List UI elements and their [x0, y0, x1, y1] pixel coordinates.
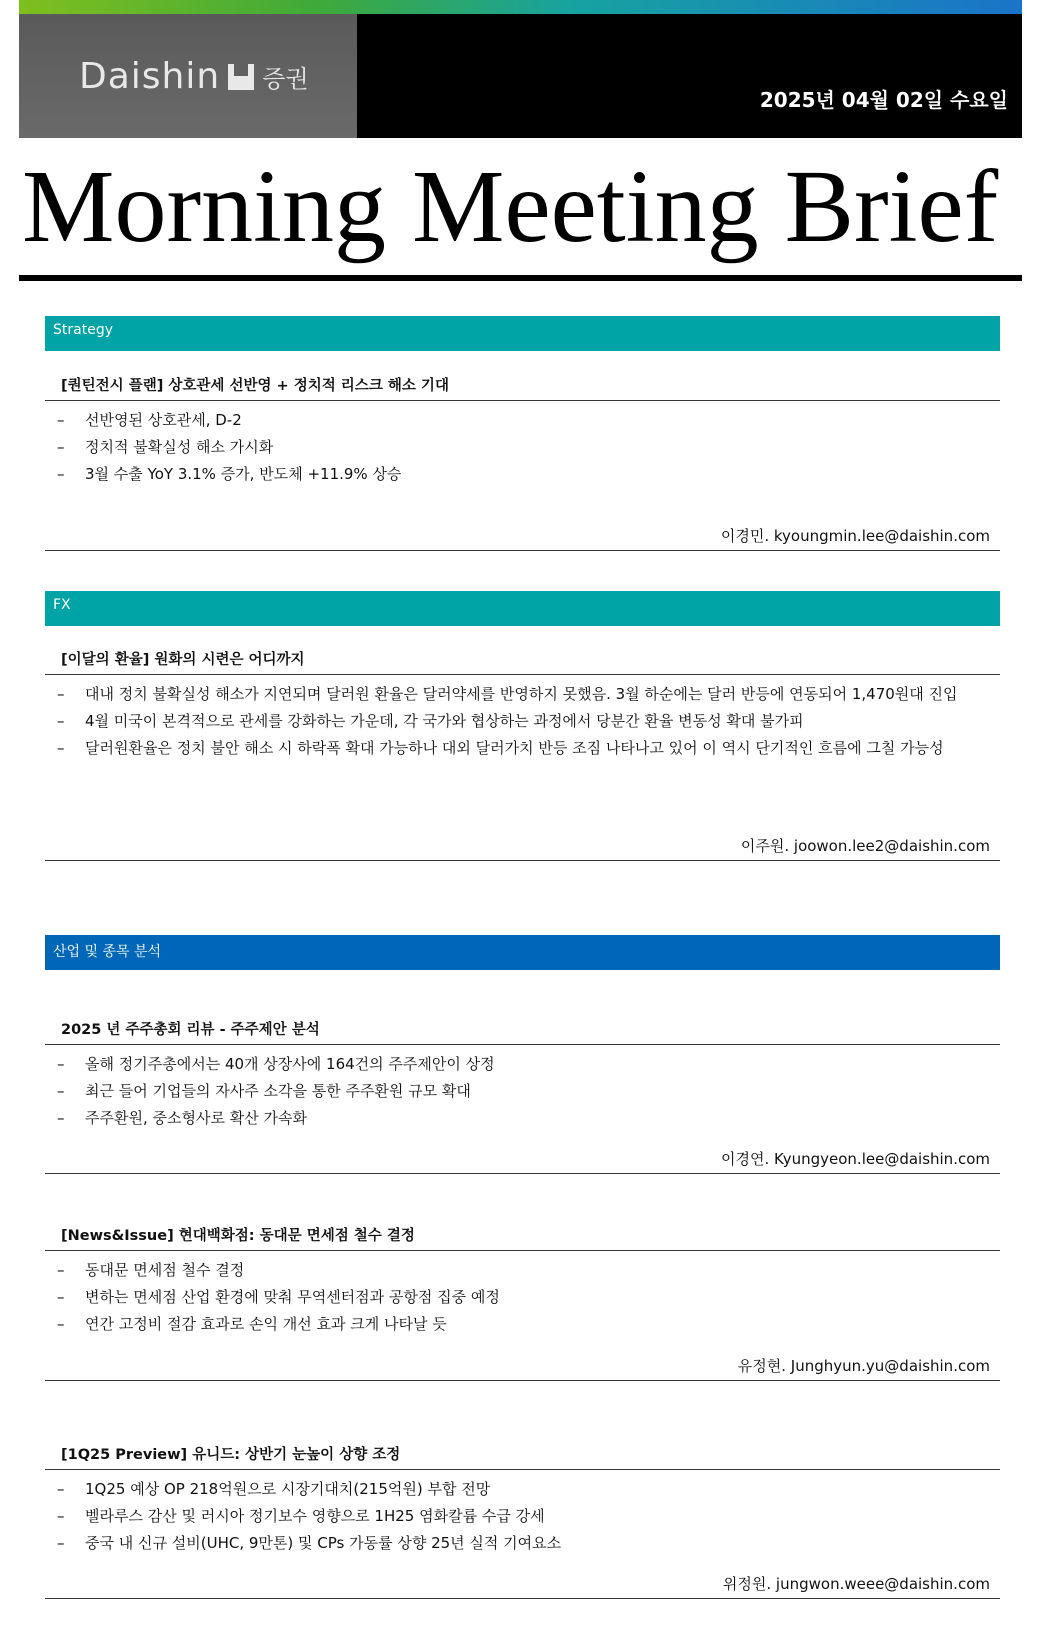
header [19, 14, 1022, 138]
author-block [45, 522, 1000, 551]
list-item: – 중국 내 신규 설비(UHC, 9만톤) 및 CPs 가동률 상향 25년 실적 기여요소 [57, 1534, 562, 1552]
article-block [45, 1441, 1000, 1557]
list-item: – 3월 수출 YoY 3.1% 증가, 반도체 +11.9% 상승 [57, 465, 402, 483]
author-line: 이경연. Kyungyeon.lee@daishin.com [720, 1150, 990, 1168]
divider [45, 550, 1000, 551]
divider [45, 1598, 1000, 1599]
section-bar-industry: 산업 및 종목 분석 [45, 935, 1000, 970]
list-item: – 변하는 면세점 산업 환경에 맞춰 무역센터점과 공항점 집중 예정 [57, 1288, 500, 1306]
author-block [45, 1145, 1000, 1174]
issue-date: 2025년 04월 02일 수요일 [759, 88, 1008, 112]
author-line: 이주원. joowon.lee2@daishin.com [740, 837, 990, 855]
article-title: [퀀틴전시 플랜] 상호관세 선반영 + 정치적 리스크 해소 기대 [61, 378, 449, 394]
article-block [45, 372, 1000, 488]
author-line: 위정원. jungwon.weee@daishin.com [722, 1575, 990, 1593]
list-item: – 선반영된 상호관세, D-2 [57, 411, 242, 429]
logo-mark-icon [228, 64, 254, 90]
list-item: – 동대문 면세점 철수 결정 [57, 1261, 245, 1279]
author-block [45, 1570, 1000, 1599]
header-date-panel [357, 14, 1022, 138]
list-item: – 최근 들어 기업들의 자사주 소각을 통한 주주환원 규모 확대 [57, 1082, 471, 1100]
article-title: 2025 년 주주총회 리뷰 - 주주제안 분석 [61, 1022, 320, 1038]
list-item: – 1Q25 예상 OP 218억원으로 시장기대치(215억원) 부합 전망 [57, 1480, 491, 1498]
header-logo-panel [19, 14, 357, 138]
bullet-list [45, 675, 1000, 762]
daishin-logo [79, 56, 309, 97]
article-title: [News&Issue] 현대백화점: 동대문 면세점 철수 결정 [61, 1228, 415, 1244]
list-item: – 달러원환율은 정치 불안 해소 시 하락폭 확대 가능하나 대외 달러가치 반등 조짐 나타나고 있어 이 역시 단기적인 흐름에 그칠 가능성 [57, 739, 944, 757]
list-item: – 주주환원, 중소형사로 확산 가속화 [57, 1109, 307, 1127]
article-title: [이달의 환율] 원화의 시련은 어디까지 [61, 652, 305, 668]
logo-text: Daishin [79, 56, 221, 97]
article-title: [1Q25 Preview] 유니드: 상반기 눈높이 상향 조정 [61, 1447, 401, 1463]
list-item: – 벨라루스 감산 및 러시아 정기보수 영향으로 1H25 염화칼륨 수급 강세 [57, 1507, 545, 1525]
bullet-list [45, 1470, 1000, 1557]
section-bar-strategy: Strategy [45, 316, 1000, 351]
author-block [45, 832, 1000, 861]
list-item: – 올해 정기주총에서는 40개 상장사에 164건의 주주제안이 상정 [57, 1055, 495, 1073]
bullet-list [45, 1251, 1000, 1338]
list-item: – 대내 정치 불확실성 해소가 지연되며 달러원 환율은 달러약세를 반영하지 못했음. 3월 하순에는 달러 반등에 연동되어 1,470원대 진입 [57, 685, 958, 703]
bullet-list [45, 401, 1000, 488]
title-rule [19, 275, 1022, 281]
top-gradient-bar [19, 0, 1022, 14]
page-title: Morning Meeting Brief [22, 149, 999, 264]
section-bar-fx: FX [45, 591, 1000, 626]
divider [45, 860, 1000, 861]
list-item: – 연간 고정비 절감 효과로 손익 개선 효과 크게 나타날 듯 [57, 1315, 447, 1333]
article-block [45, 1222, 1000, 1338]
list-item: – 4월 미국이 본격적으로 관세를 강화하는 가운데, 각 국가와 협상하는 과정에서 당분간 환율 변동성 확대 불가피 [57, 712, 804, 730]
list-item: – 정치적 불확실성 해소 가시화 [57, 438, 274, 456]
divider [45, 1173, 1000, 1174]
author-line: 유정현. Junghyun.yu@daishin.com [737, 1357, 990, 1375]
logo-sub: 증권 [262, 65, 309, 93]
article-block [45, 1016, 1000, 1132]
author-block [45, 1352, 1000, 1381]
author-line: 이경민. kyoungmin.lee@daishin.com [720, 527, 990, 545]
divider [45, 1380, 1000, 1381]
article-block [45, 646, 1000, 762]
bullet-list [45, 1045, 1000, 1132]
